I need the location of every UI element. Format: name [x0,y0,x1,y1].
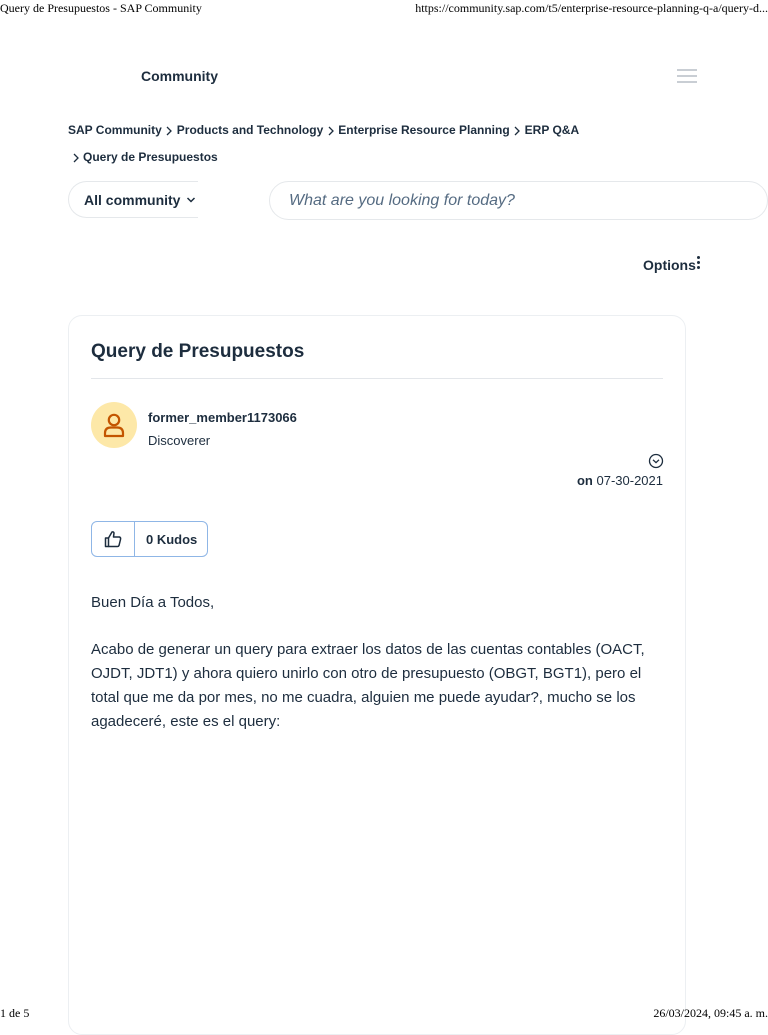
search-input[interactable] [269,181,768,220]
print-page-title: Query de Presupuestos - SAP Community [0,1,202,15]
community-brand-link[interactable]: Community [141,68,218,84]
user-icon [102,412,126,438]
avatar[interactable] [91,402,137,448]
print-page-number: 1 de 5 [0,1006,30,1020]
search-bar [68,181,701,220]
print-datetime: 26/03/2024, 09:45 a. m. [653,1006,768,1020]
hamburger-icon[interactable] [677,69,697,85]
breadcrumb-item-products[interactable]: Products and Technology [176,123,324,137]
breadcrumb-item-erp-qa[interactable]: ERP Q&A [524,123,580,137]
thumbs-up-icon [103,529,123,549]
chevron-right-icon [323,123,338,137]
breadcrumb-item-erp[interactable]: Enterprise Resource Planning [338,123,510,137]
chevron-right-icon [68,150,83,164]
post-card [68,315,686,1035]
breadcrumb-item-sap-community[interactable]: SAP Community [68,123,162,137]
post-date-value: 07-30-2021 [596,473,663,488]
chevron-right-icon [510,123,525,137]
breadcrumb [68,122,708,165]
options-button[interactable]: Options [643,257,696,273]
kudos-count: 0 Kudos [146,531,198,547]
post-date [577,473,663,488]
title-divider [91,378,663,379]
chevron-down-circle-icon[interactable] [648,453,664,469]
print-footer [0,1006,768,1024]
author-rank: Discoverer [148,433,211,448]
chevron-down-icon [186,196,196,204]
kudos-button[interactable] [92,522,135,556]
post-title: Query de Presupuestos [91,341,305,362]
search-scope-dropdown[interactable] [68,181,198,218]
chevron-right-icon [162,123,177,137]
search-scope-label: All community [84,191,181,208]
more-vertical-icon[interactable] [697,256,700,271]
post-paragraph: Acabo de generar un query para extraer los datos de las cuentas contables (OACT, OJDT, JDT1) y ahora quiero unirlo con otro de presupuesto (OBGT, BGT1), pero el total que me da por mes, no me cuadra, alguien me puede ayudar?, mucho se los agadeceré, este es el query: [91,641,645,730]
print-page-url: https://community.sap.com/t5/enterprise-resource-planning-q-a/query-d... [415,1,768,15]
kudos-control [91,521,208,557]
post-body [91,591,651,734]
author-name-link[interactable]: former_member1173066 [148,410,297,425]
post-paragraph: Buen Día a Todos, [91,594,215,611]
breadcrumb-item-current[interactable]: Query de Presupuestos [83,150,218,164]
post-date-prefix: on [576,473,593,488]
print-header [0,0,768,16]
